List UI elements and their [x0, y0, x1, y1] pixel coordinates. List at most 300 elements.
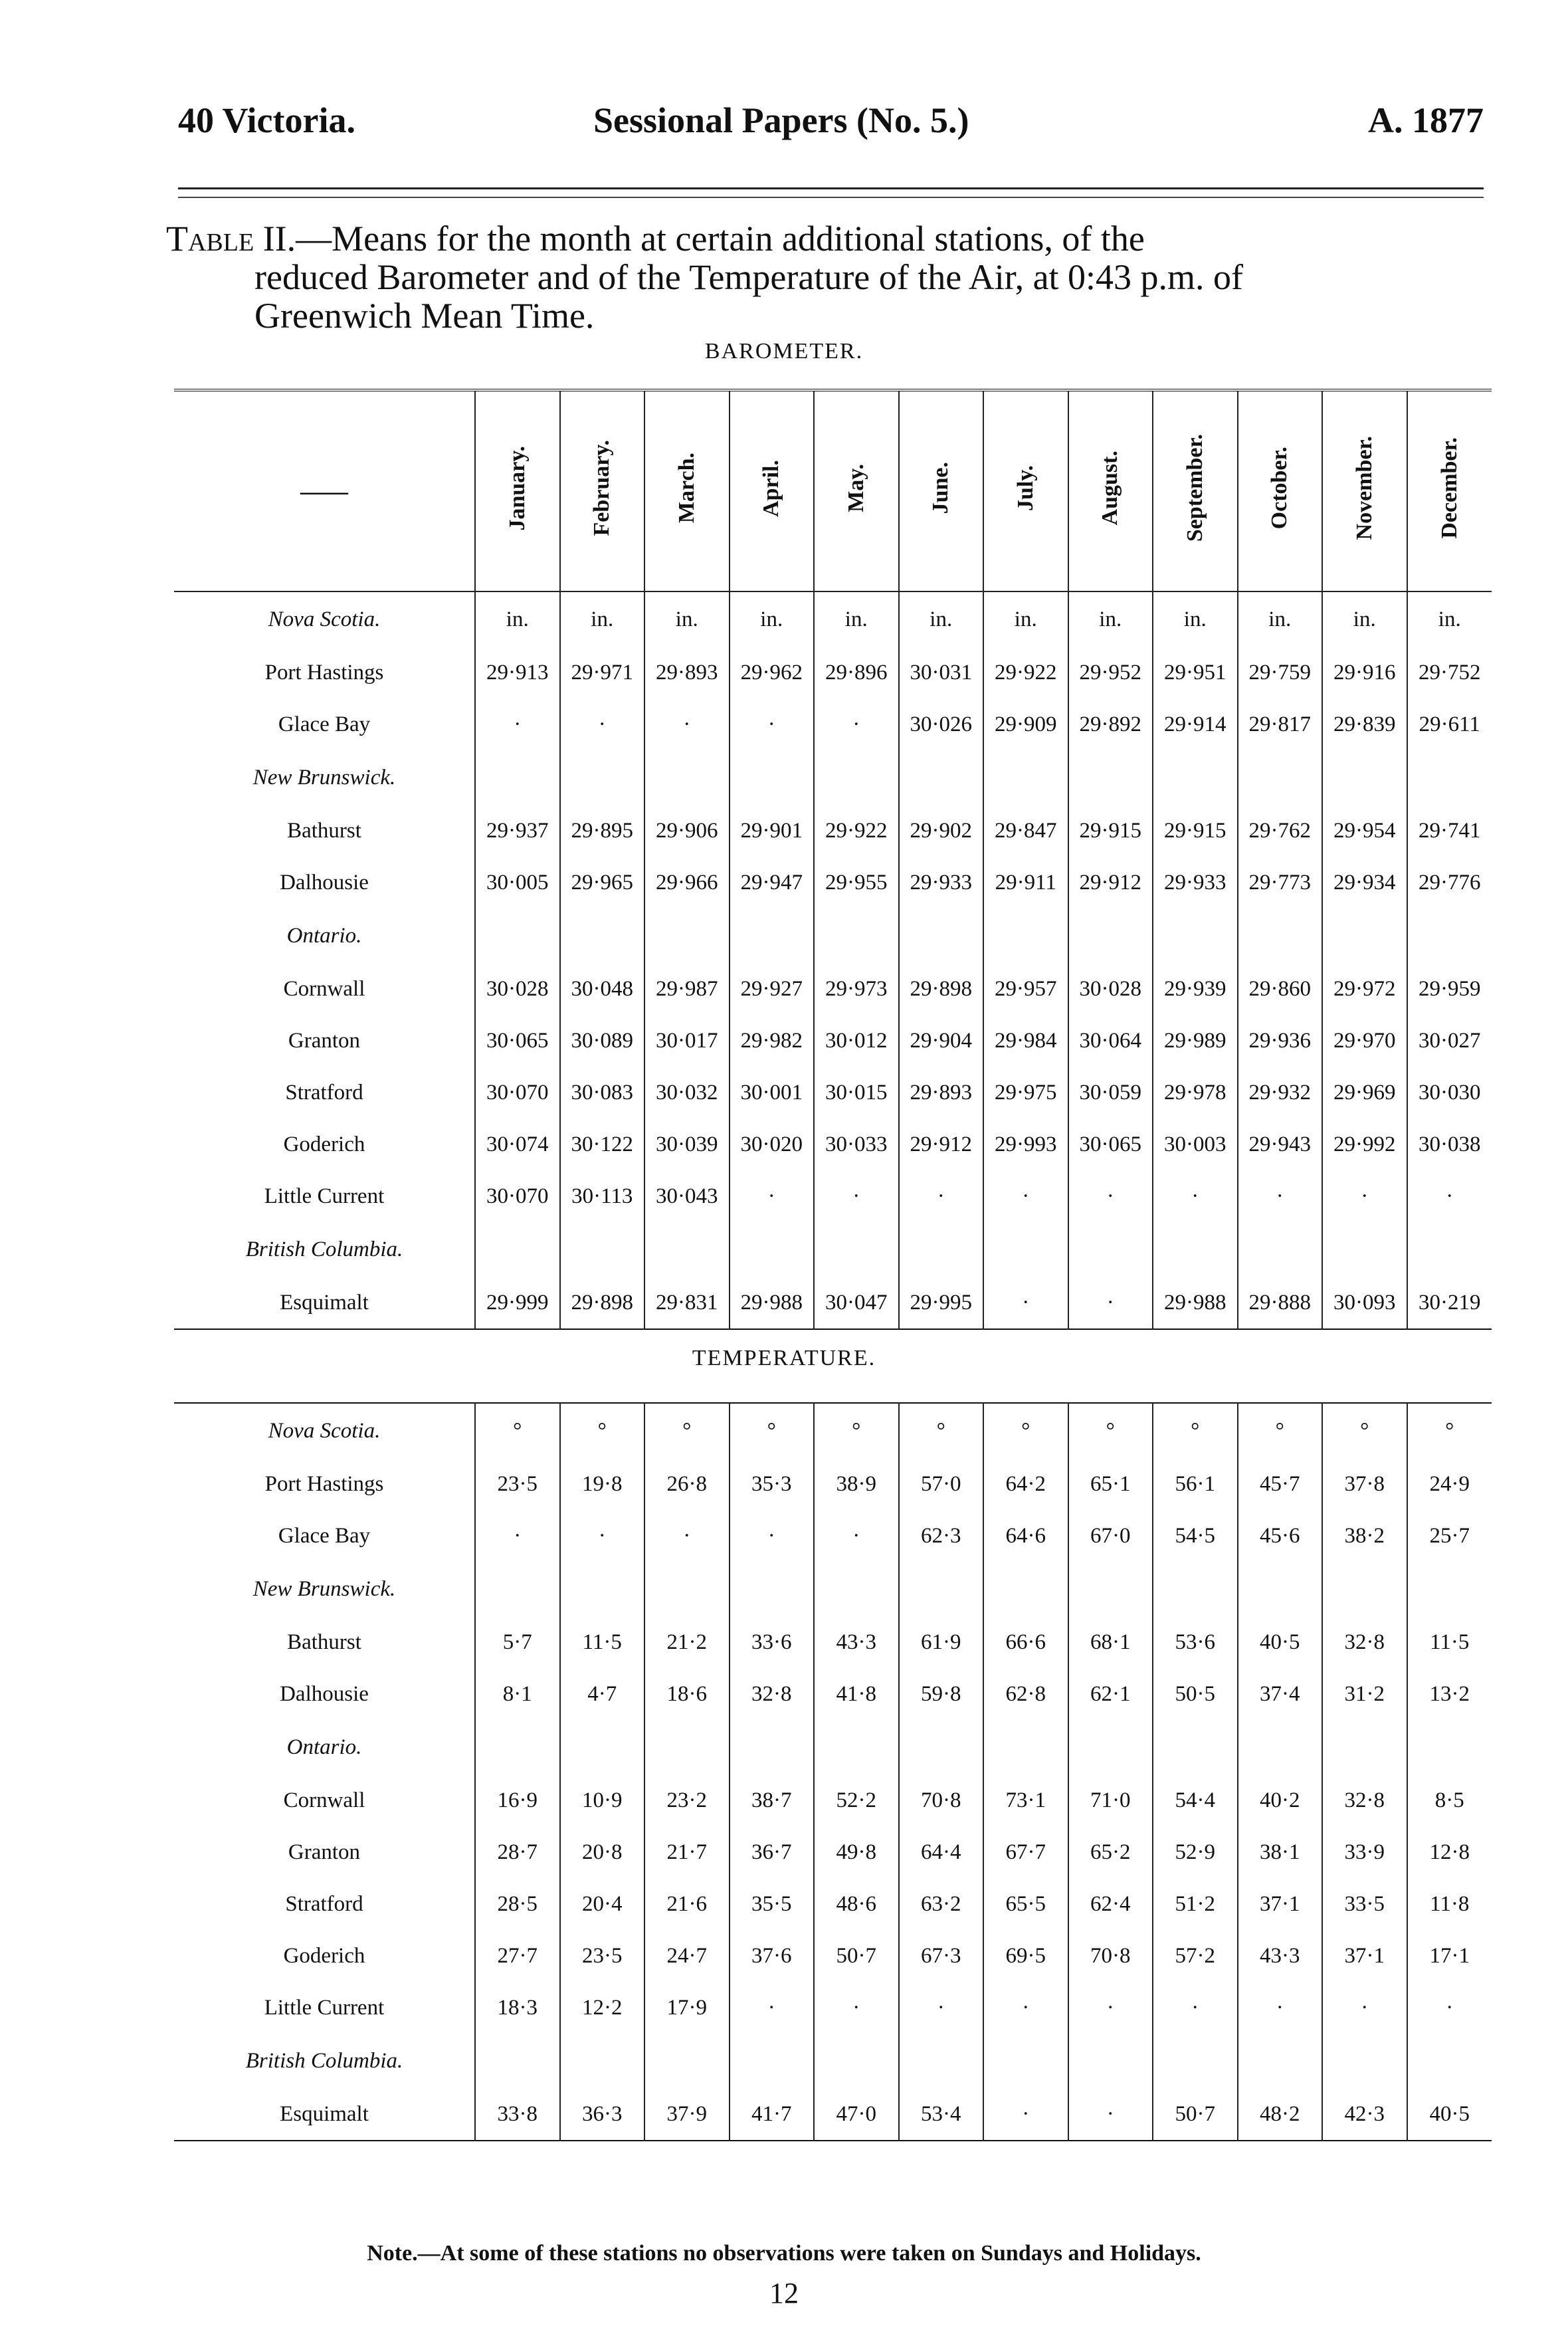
- value-cell: 21·6: [644, 1878, 730, 1930]
- unit-cell: °: [814, 1403, 899, 1458]
- table-row: [174, 1458, 1492, 1510]
- value-cell: 50·7: [1153, 2088, 1238, 2141]
- station-label: Dalhousie: [280, 1681, 369, 1706]
- value-cell: ·: [814, 698, 899, 750]
- unit-cell: in.: [730, 591, 815, 647]
- value-cell: 52·9: [1153, 1826, 1238, 1878]
- empty-cell: [1407, 2034, 1492, 2088]
- station-label: Port Hastings: [264, 660, 384, 685]
- value-cell: 63·2: [899, 1878, 984, 1930]
- footnote: Note.—At some of these stations no observations were taken on Sundays and Holidays.: [367, 2241, 1201, 2266]
- unit-cell: °: [730, 1403, 815, 1458]
- value-cell: 29·752: [1407, 647, 1492, 698]
- empty-cell: [983, 1222, 1068, 1277]
- station-name: [174, 1458, 475, 1510]
- empty-cell: [899, 1720, 984, 1774]
- header-title: Sessional Papers (No. 5.): [593, 100, 969, 140]
- value-cell: 20·4: [560, 1878, 645, 1930]
- value-cell: ·: [1068, 2088, 1153, 2141]
- value-cell: 29·937: [475, 805, 560, 857]
- month-label: March.: [674, 453, 699, 524]
- value-cell: 30·113: [560, 1170, 645, 1222]
- value-cell: 29·962: [730, 647, 815, 698]
- value-cell: ·: [644, 698, 730, 750]
- empty-cell: [475, 2034, 560, 2088]
- value-cell: 8·1: [475, 1668, 560, 1720]
- month-header: [1238, 390, 1323, 591]
- month-header: [1068, 390, 1153, 591]
- value-cell: 65·1: [1068, 1458, 1153, 1510]
- unit-row: [174, 591, 1492, 647]
- month-label: January.: [504, 445, 530, 531]
- empty-cell: [1068, 908, 1153, 963]
- empty-cell: [983, 750, 1068, 805]
- empty-cell: [1153, 1222, 1238, 1277]
- value-cell: 12·2: [560, 1982, 645, 2034]
- value-cell: 68·1: [1068, 1616, 1153, 1668]
- value-cell: 29·951: [1153, 647, 1238, 698]
- value-cell: ·: [814, 1982, 899, 2034]
- unit-cell: °: [899, 1403, 984, 1458]
- value-cell: ·: [560, 698, 645, 750]
- table-row: [174, 1118, 1492, 1170]
- empty-cell: [1153, 908, 1238, 963]
- value-cell: 64·6: [983, 1510, 1068, 1562]
- station-name: [174, 647, 475, 698]
- month-header: [644, 390, 730, 591]
- value-cell: 29·989: [1153, 1015, 1238, 1067]
- value-cell: 30·027: [1407, 1015, 1492, 1067]
- empty-cell: [560, 750, 645, 805]
- value-cell: 17·9: [644, 1982, 730, 2034]
- station-name: [174, 1930, 475, 1982]
- month-label: November.: [1351, 436, 1377, 540]
- value-cell: 18·6: [644, 1668, 730, 1720]
- region-label: New Brunswick.: [252, 765, 396, 790]
- station-name: [174, 857, 475, 908]
- value-cell: 29·975: [983, 1067, 1068, 1118]
- value-cell: 67·3: [899, 1930, 984, 1982]
- unit-cell: °: [1068, 1403, 1153, 1458]
- empty-cell: [814, 1222, 899, 1277]
- value-cell: 29·936: [1238, 1015, 1323, 1067]
- value-cell: 29·901: [730, 805, 815, 857]
- value-cell: 29·933: [899, 857, 984, 908]
- value-cell: ·: [899, 1982, 984, 2034]
- value-cell: 38·1: [1238, 1826, 1323, 1878]
- region-label: British Columbia.: [245, 2048, 403, 2073]
- empty-cell: [1322, 908, 1407, 963]
- empty-cell: [899, 908, 984, 963]
- temperature-table: [174, 1402, 1492, 2141]
- barometer-section-label: BAROMETER.: [704, 339, 864, 364]
- value-cell: 29·978: [1153, 1067, 1238, 1118]
- value-cell: 25·7: [1407, 1510, 1492, 1562]
- table-row: [174, 1616, 1492, 1668]
- month-label: August.: [1098, 451, 1123, 526]
- value-cell: 29·973: [814, 963, 899, 1015]
- station-name: [174, 1118, 475, 1170]
- table-row: [174, 1930, 1492, 1982]
- value-cell: 20·8: [560, 1826, 645, 1878]
- value-cell: 29·995: [899, 1277, 984, 1329]
- value-cell: 29·934: [1322, 857, 1407, 908]
- value-cell: 29·952: [1068, 647, 1153, 698]
- empty-cell: [1407, 1222, 1492, 1277]
- empty-cell: [1068, 750, 1153, 805]
- value-cell: 30·003: [1153, 1118, 1238, 1170]
- header-session: 40 Victoria.: [178, 100, 355, 140]
- value-cell: 29·915: [1068, 805, 1153, 857]
- empty-cell: [1153, 1562, 1238, 1616]
- unit-cell: °: [983, 1403, 1068, 1458]
- empty-cell: [644, 908, 730, 963]
- value-cell: 38·9: [814, 1458, 899, 1510]
- empty-cell: [1407, 1720, 1492, 1774]
- value-cell: ·: [814, 1510, 899, 1562]
- value-cell: 11·5: [560, 1616, 645, 1668]
- table-row: [174, 1668, 1492, 1720]
- region-row: [174, 1562, 1492, 1616]
- region-label: Nova Scotia.: [268, 607, 381, 631]
- value-cell: 8·5: [1407, 1774, 1492, 1826]
- value-cell: 47·0: [814, 2088, 899, 2141]
- empty-cell: [1322, 2034, 1407, 2088]
- value-cell: ·: [983, 1277, 1068, 1329]
- empty-cell: [644, 1720, 730, 1774]
- month-header: [1153, 390, 1238, 591]
- value-cell: 29·992: [1322, 1118, 1407, 1170]
- value-cell: 61·9: [899, 1616, 984, 1668]
- header-year: A. 1877: [1368, 100, 1484, 140]
- value-cell: 37·1: [1322, 1930, 1407, 1982]
- value-cell: ·: [1068, 1982, 1153, 2034]
- month-header: [1322, 390, 1407, 591]
- value-cell: 29·993: [983, 1118, 1068, 1170]
- value-cell: 29·892: [1068, 698, 1153, 750]
- value-cell: 28·5: [475, 1878, 560, 1930]
- station-label: Little Current: [264, 1995, 385, 2020]
- station-name: [174, 1015, 475, 1067]
- value-cell: 54·4: [1153, 1774, 1238, 1826]
- empty-cell: [814, 1720, 899, 1774]
- month-label: May.: [843, 464, 868, 512]
- empty-cell: [730, 908, 815, 963]
- value-cell: 37·6: [730, 1930, 815, 1982]
- value-cell: 30·028: [475, 963, 560, 1015]
- value-cell: 32·8: [1322, 1774, 1407, 1826]
- station-name: [174, 963, 475, 1015]
- unit-cell: in.: [983, 591, 1068, 647]
- value-cell: 43·3: [1238, 1930, 1323, 1982]
- value-cell: 37·8: [1322, 1458, 1407, 1510]
- value-cell: ·: [1068, 1170, 1153, 1222]
- value-cell: 21·2: [644, 1616, 730, 1668]
- value-cell: 26·8: [644, 1458, 730, 1510]
- table-row: [174, 963, 1492, 1015]
- value-cell: 23·5: [475, 1458, 560, 1510]
- station-name: [174, 1668, 475, 1720]
- empty-cell: [1238, 2034, 1323, 2088]
- value-cell: 41·8: [814, 1668, 899, 1720]
- table-row: [174, 805, 1492, 857]
- value-cell: 29·965: [560, 857, 645, 908]
- empty-cell: [1153, 2034, 1238, 2088]
- value-cell: 11·8: [1407, 1878, 1492, 1930]
- region-label: New Brunswick.: [252, 1576, 396, 1601]
- empty-cell: [1068, 1720, 1153, 1774]
- table-row: [174, 1982, 1492, 2034]
- value-cell: 30·005: [475, 857, 560, 908]
- value-cell: 29·898: [899, 963, 984, 1015]
- value-cell: 29·984: [983, 1015, 1068, 1067]
- empty-cell: [475, 1562, 560, 1616]
- table-row: [174, 1510, 1492, 1562]
- value-cell: 29·911: [983, 857, 1068, 908]
- value-cell: ·: [899, 1170, 984, 1222]
- value-cell: 29·947: [730, 857, 815, 908]
- empty-cell: [730, 1222, 815, 1277]
- value-cell: ·: [1238, 1170, 1323, 1222]
- value-cell: ·: [1068, 1277, 1153, 1329]
- value-cell: 23·5: [560, 1930, 645, 1982]
- value-cell: 51·2: [1153, 1878, 1238, 1930]
- value-cell: 29·762: [1238, 805, 1323, 857]
- title-line-1: —Means for the month at certain additional stations, of the: [296, 219, 1145, 259]
- empty-cell: [899, 1562, 984, 1616]
- station-label: Cornwall: [283, 976, 365, 1001]
- value-cell: 38·7: [730, 1774, 815, 1826]
- title-line-2: reduced Barometer and of the Temperature of the Air, at 0:43 p.m. of: [254, 257, 1244, 297]
- empty-cell: [730, 1720, 815, 1774]
- table-row: [174, 1277, 1492, 1329]
- value-cell: 29·893: [899, 1067, 984, 1118]
- table-row: [174, 1015, 1492, 1067]
- empty-cell: [1238, 1222, 1323, 1277]
- empty-cell: [475, 908, 560, 963]
- unit-cell: °: [560, 1403, 645, 1458]
- value-cell: 71·0: [1068, 1774, 1153, 1826]
- value-cell: 29·955: [814, 857, 899, 908]
- station-label: Stratford: [285, 1891, 363, 1916]
- value-cell: 31·2: [1322, 1668, 1407, 1720]
- value-cell: 30·001: [730, 1067, 815, 1118]
- value-cell: 30·043: [644, 1170, 730, 1222]
- empty-cell: [1407, 908, 1492, 963]
- table-title: [166, 219, 1485, 335]
- value-cell: 40·5: [1238, 1616, 1323, 1668]
- empty-cell: [1153, 1720, 1238, 1774]
- unit-cell: in.: [814, 591, 899, 647]
- empty-cell: [560, 1222, 645, 1277]
- table-row: [174, 1878, 1492, 1930]
- value-cell: 45·7: [1238, 1458, 1323, 1510]
- value-cell: 16·9: [475, 1774, 560, 1826]
- value-cell: 30·059: [1068, 1067, 1153, 1118]
- station-name: [174, 1616, 475, 1668]
- empty-cell: [983, 1562, 1068, 1616]
- value-cell: 29·893: [644, 647, 730, 698]
- value-cell: 30·122: [560, 1118, 645, 1170]
- value-cell: 17·1: [1407, 1930, 1492, 1982]
- month-label: October.: [1267, 447, 1292, 530]
- region-row: [174, 750, 1492, 805]
- value-cell: 29·909: [983, 698, 1068, 750]
- month-header: [730, 390, 815, 591]
- value-cell: 56·1: [1153, 1458, 1238, 1510]
- month-label: April.: [759, 459, 784, 517]
- value-cell: 29·773: [1238, 857, 1323, 908]
- unit-cell: °: [475, 1403, 560, 1458]
- station-name: [174, 1277, 475, 1329]
- empty-cell: [1322, 1720, 1407, 1774]
- value-cell: 13·2: [1407, 1668, 1492, 1720]
- station-label: Bathurst: [287, 1630, 361, 1654]
- unit-cell: in.: [1322, 591, 1407, 647]
- value-cell: 29·896: [814, 647, 899, 698]
- value-cell: 29·939: [1153, 963, 1238, 1015]
- value-cell: ·: [730, 1982, 815, 2034]
- empty-cell: [730, 2034, 815, 2088]
- value-cell: 30·033: [814, 1118, 899, 1170]
- value-cell: 30·047: [814, 1277, 899, 1329]
- value-cell: 43·3: [814, 1616, 899, 1668]
- month-label: December.: [1436, 437, 1462, 539]
- value-cell: 30·028: [1068, 963, 1153, 1015]
- region-label: Ontario.: [286, 923, 362, 948]
- value-cell: 24·7: [644, 1930, 730, 1982]
- station-name: [174, 1067, 475, 1118]
- value-cell: 29·982: [730, 1015, 815, 1067]
- value-cell: 37·1: [1238, 1878, 1323, 1930]
- station-label: Granton: [288, 1840, 361, 1864]
- unit-cell: in.: [1068, 591, 1153, 647]
- value-cell: ·: [1322, 1170, 1407, 1222]
- value-cell: 29·932: [1238, 1067, 1323, 1118]
- station-label: Goderich: [283, 1132, 365, 1156]
- value-cell: ·: [1407, 1982, 1492, 2034]
- empty-cell: [730, 1562, 815, 1616]
- value-cell: 29·943: [1238, 1118, 1323, 1170]
- value-cell: 40·5: [1407, 2088, 1492, 2141]
- empty-cell: [1238, 1562, 1323, 1616]
- value-cell: ·: [644, 1510, 730, 1562]
- value-cell: 30·032: [644, 1067, 730, 1118]
- value-cell: 29·817: [1238, 698, 1323, 750]
- empty-cell: [475, 1222, 560, 1277]
- value-cell: 73·1: [983, 1774, 1068, 1826]
- value-cell: 30·015: [814, 1067, 899, 1118]
- value-cell: 29·839: [1322, 698, 1407, 750]
- value-cell: 62·8: [983, 1668, 1068, 1720]
- empty-cell: [1407, 750, 1492, 805]
- value-cell: ·: [1153, 1982, 1238, 2034]
- value-cell: 30·093: [1322, 1277, 1407, 1329]
- month-label: July.: [1013, 465, 1038, 511]
- value-cell: 62·3: [899, 1510, 984, 1562]
- value-cell: 29·860: [1238, 963, 1323, 1015]
- value-cell: 35·5: [730, 1878, 815, 1930]
- value-cell: 53·6: [1153, 1616, 1238, 1668]
- value-cell: 29·922: [814, 805, 899, 857]
- value-cell: ·: [730, 1170, 815, 1222]
- value-cell: ·: [730, 1510, 815, 1562]
- unit-row: [174, 1403, 1492, 1458]
- empty-cell: [1322, 750, 1407, 805]
- value-cell: 29·776: [1407, 857, 1492, 908]
- title-line-3: Greenwich Mean Time.: [254, 296, 595, 336]
- value-cell: 30·070: [475, 1067, 560, 1118]
- month-header: [1407, 390, 1492, 591]
- value-cell: 29·898: [560, 1277, 645, 1329]
- value-cell: 48·2: [1238, 2088, 1323, 2141]
- value-cell: 29·999: [475, 1277, 560, 1329]
- month-header: [814, 390, 899, 591]
- table-row: [174, 1170, 1492, 1222]
- value-cell: 35·3: [730, 1458, 815, 1510]
- empty-cell: [560, 1562, 645, 1616]
- empty-cell: [644, 1222, 730, 1277]
- empty-cell: [560, 1720, 645, 1774]
- value-cell: 28·7: [475, 1826, 560, 1878]
- value-cell: 23·2: [644, 1774, 730, 1826]
- value-cell: 30·065: [475, 1015, 560, 1067]
- value-cell: 30·219: [1407, 1277, 1492, 1329]
- value-cell: 29·959: [1407, 963, 1492, 1015]
- empty-cell: [1238, 908, 1323, 963]
- value-cell: 30·074: [475, 1118, 560, 1170]
- value-cell: 38·2: [1322, 1510, 1407, 1562]
- station-label: Granton: [288, 1028, 361, 1053]
- header-rule-secondary: [178, 197, 1484, 198]
- value-cell: ·: [1322, 1982, 1407, 2034]
- value-cell: 62·4: [1068, 1878, 1153, 1930]
- value-cell: 29·759: [1238, 647, 1323, 698]
- station-label: Dalhousie: [280, 870, 369, 895]
- value-cell: 29·988: [1153, 1277, 1238, 1329]
- table-row: [174, 1774, 1492, 1826]
- region-row: [174, 2034, 1492, 2088]
- value-cell: 29·957: [983, 963, 1068, 1015]
- temperature-section-label: TEMPERATURE.: [692, 1346, 876, 1370]
- unit-cell: °: [1322, 1403, 1407, 1458]
- station-name: [174, 1826, 475, 1878]
- empty-cell: [1068, 1562, 1153, 1616]
- empty-cell: [1407, 1562, 1492, 1616]
- value-cell: 45·6: [1238, 1510, 1323, 1562]
- value-cell: 30·038: [1407, 1118, 1492, 1170]
- value-cell: 29·912: [1068, 857, 1153, 908]
- value-cell: 30·017: [644, 1015, 730, 1067]
- value-cell: ·: [983, 1170, 1068, 1222]
- value-cell: 29·972: [1322, 963, 1407, 1015]
- header-rule: [178, 187, 1484, 189]
- value-cell: 30·026: [899, 698, 984, 750]
- table-row: [174, 2088, 1492, 2141]
- value-cell: 30·048: [560, 963, 645, 1015]
- value-cell: 29·922: [983, 647, 1068, 698]
- region-label: Ontario.: [286, 1735, 362, 1759]
- empty-cell: [560, 2034, 645, 2088]
- empty-cell: [983, 908, 1068, 963]
- station-label: Esquimalt: [280, 1290, 369, 1315]
- value-cell: 11·5: [1407, 1616, 1492, 1668]
- value-cell: 29·914: [1153, 698, 1238, 750]
- value-cell: 30·031: [899, 647, 984, 698]
- value-cell: 30·065: [1068, 1118, 1153, 1170]
- value-cell: 66·6: [983, 1616, 1068, 1668]
- empty-cell: [814, 2034, 899, 2088]
